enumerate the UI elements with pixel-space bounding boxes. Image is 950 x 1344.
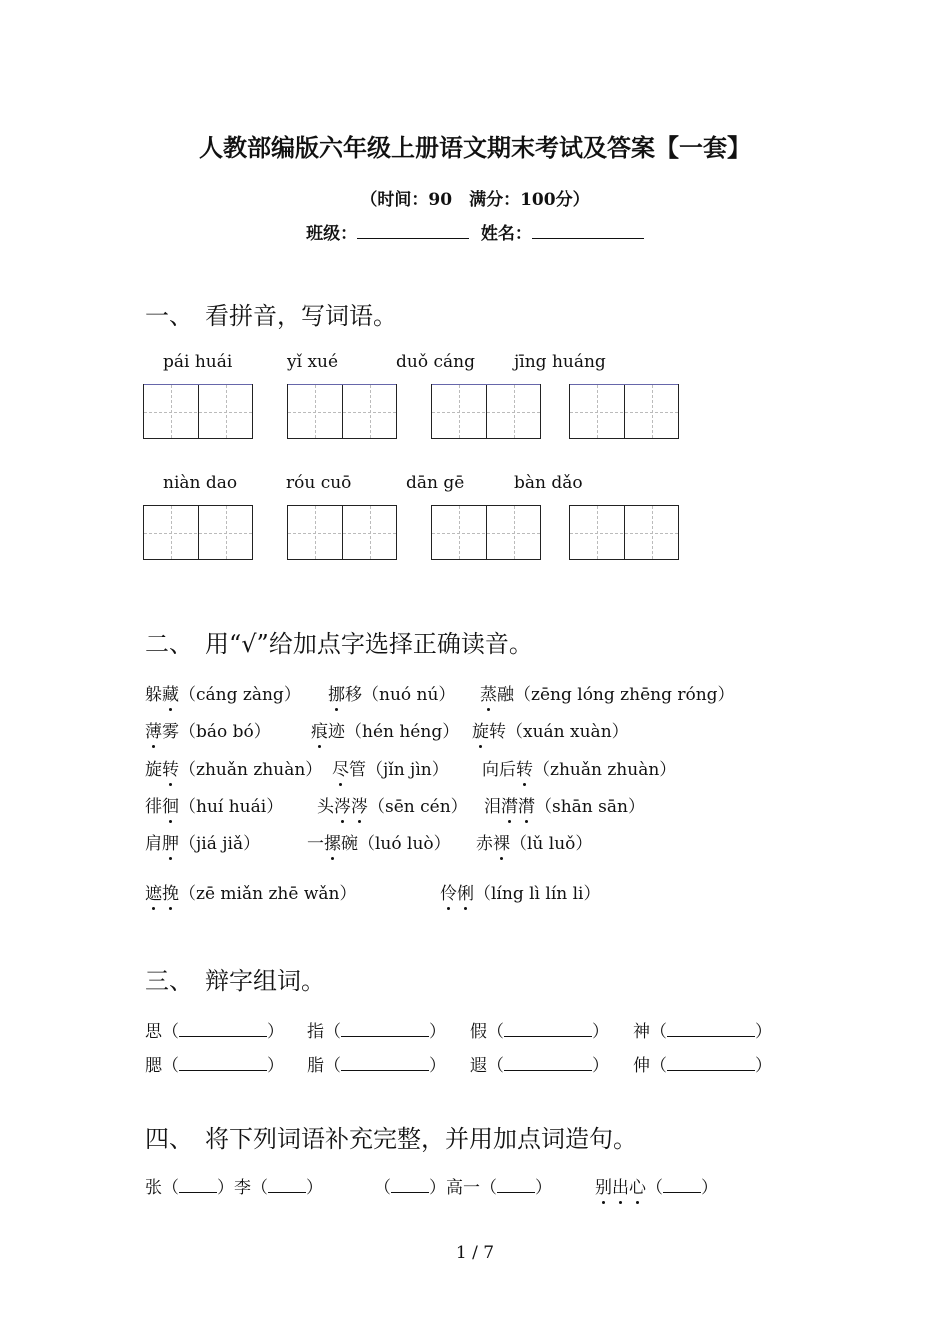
- options: 迹（hén héng）: [328, 722, 460, 742]
- section1-heading: 一、 看拼音，写词语。: [145, 302, 397, 330]
- reading-item[interactable]: [332, 755, 449, 780]
- writing-box-6[interactable]: [287, 505, 397, 560]
- dotted-char: 转: [516, 760, 533, 780]
- idiom-text: 张（: [145, 1178, 179, 1198]
- reading-item[interactable]: [145, 879, 356, 904]
- options: 转（xuán xuàn）: [489, 722, 629, 742]
- dotted-char: 痕: [311, 722, 328, 742]
- dotted-char: 转: [162, 760, 179, 780]
- name-label: 姓名：: [480, 224, 532, 244]
- reading-item[interactable]: [145, 680, 301, 705]
- idiom-fill-2[interactable]: [374, 1173, 552, 1198]
- class-blank[interactable]: [357, 222, 469, 239]
- reading-item[interactable]: [145, 717, 271, 742]
- reading-item[interactable]: [145, 792, 283, 817]
- char: 向后: [482, 760, 516, 780]
- reading-item[interactable]: [480, 680, 735, 705]
- word-char: 思: [145, 1022, 162, 1042]
- dotted-char: 挽: [162, 884, 179, 904]
- class-name-line: [0, 219, 950, 244]
- reading-item[interactable]: [311, 717, 459, 742]
- word-blank[interactable]: 脂（ ）: [307, 1056, 446, 1076]
- idiom-text: ）: [535, 1178, 552, 1198]
- reading-item[interactable]: [145, 829, 260, 854]
- char: 头: [317, 797, 334, 817]
- dotted-char: 别: [595, 1178, 612, 1198]
- char: 徘: [145, 797, 162, 817]
- dotted-char: 薄: [145, 722, 162, 742]
- options: 移（nuó nú）: [345, 685, 456, 705]
- name-blank[interactable]: [532, 222, 644, 239]
- pinyin-6: róu cuō: [286, 473, 352, 493]
- dotted-char: 心: [629, 1178, 646, 1198]
- page-title: 人教部编版六年级上册语文期末考试及答案【一套】: [199, 133, 751, 162]
- dotted-char: 潸: [501, 797, 518, 817]
- dotted-char: 蒸: [480, 685, 497, 705]
- word-blank[interactable]: 指（ ）: [307, 1022, 446, 1042]
- idiom-text: （: [374, 1178, 391, 1198]
- pinyin-4: jīng huáng: [514, 352, 606, 372]
- word-blank[interactable]: 遐（ ）: [470, 1056, 609, 1076]
- idiom-fill-3[interactable]: [595, 1173, 718, 1198]
- writing-box-1[interactable]: [143, 384, 253, 439]
- idiom-text: ）: [306, 1178, 323, 1198]
- dotted-char: 遮: [145, 884, 162, 904]
- word-blank[interactable]: 伸（ ）: [633, 1056, 772, 1076]
- pinyin-2: yǐ xué: [287, 352, 339, 372]
- dotted-char: 挪: [328, 685, 345, 705]
- word-char: 假: [470, 1022, 487, 1042]
- dotted-char: 裸: [493, 834, 510, 854]
- options: （cáng zàng）: [179, 685, 301, 705]
- writing-box-3[interactable]: [431, 384, 541, 439]
- dotted-char: 胛: [162, 834, 179, 854]
- section4-heading: 四、 将下列词语补充完整，并用加点词造句。: [145, 1125, 637, 1153]
- writing-box-4[interactable]: [569, 384, 679, 439]
- dotted-char: 旋: [472, 722, 489, 742]
- word-blank[interactable]: 假（ ）: [470, 1022, 609, 1042]
- reading-item[interactable]: [472, 717, 629, 742]
- dotted-char: 涔: [334, 797, 351, 817]
- word-char: 脂: [307, 1056, 324, 1076]
- dotted-char: 徊: [162, 797, 179, 817]
- time-score-line: （时间：90 满分：100分）: [360, 190, 590, 210]
- reading-item[interactable]: [317, 792, 468, 817]
- dotted-char: 尽: [332, 760, 349, 780]
- dotted-char: 摞: [324, 834, 341, 854]
- word-char: 遐: [470, 1056, 487, 1076]
- idiom-text: ）: [701, 1178, 718, 1198]
- reading-item[interactable]: [440, 879, 601, 904]
- reading-item[interactable]: [145, 755, 322, 780]
- options: （sēn cén）: [368, 797, 468, 817]
- options: 雾（báo bó）: [162, 722, 271, 742]
- dotted-char: 俐: [457, 884, 474, 904]
- section3-heading: 三、 辩字组词。: [145, 967, 325, 995]
- char: 泪: [484, 797, 501, 817]
- page-number: 1 / 7: [455, 1243, 495, 1263]
- char: 旋: [145, 760, 162, 780]
- word-blank[interactable]: 神（ ）: [633, 1022, 772, 1042]
- options: （shān sān）: [535, 797, 645, 817]
- idiom-fill-1[interactable]: [145, 1173, 323, 1198]
- dotted-char: 潸: [518, 797, 535, 817]
- word-blank[interactable]: 思（ ）: [145, 1022, 284, 1042]
- options: （zhuǎn zhuàn）: [533, 760, 677, 780]
- dotted-char: 藏: [162, 685, 179, 705]
- pinyin-3: duǒ cáng: [396, 352, 475, 372]
- dotted-char: 伶: [440, 884, 457, 904]
- char: 赤: [476, 834, 493, 854]
- options: （lǔ luǒ）: [510, 834, 593, 854]
- dotted-char: 出: [612, 1178, 629, 1198]
- writing-box-5[interactable]: [143, 505, 253, 560]
- writing-box-8[interactable]: [569, 505, 679, 560]
- options: （líng lì lín li）: [474, 884, 601, 904]
- dotted-char: 涔: [351, 797, 368, 817]
- char: 肩: [145, 834, 162, 854]
- options: （huí huái）: [179, 797, 284, 817]
- word-char: 腮: [145, 1056, 162, 1076]
- reading-item[interactable]: [484, 792, 645, 817]
- word-char: 神: [633, 1022, 650, 1042]
- reading-item[interactable]: [307, 829, 451, 854]
- reading-item[interactable]: [482, 755, 676, 780]
- idiom-text: ）李（: [217, 1178, 268, 1198]
- options: 融（zēng lóng zhēng róng）: [497, 685, 735, 705]
- pinyin-7: dān gē: [406, 473, 465, 493]
- reading-item[interactable]: [328, 680, 455, 705]
- word-blank[interactable]: 腮（ ）: [145, 1056, 284, 1076]
- word-char: 伸: [633, 1056, 650, 1076]
- char: 躲: [145, 685, 162, 705]
- options: 碗（luó luò）: [341, 834, 451, 854]
- reading-item[interactable]: [476, 829, 592, 854]
- idiom-text: （: [646, 1178, 663, 1198]
- options: （zē miǎn zhē wǎn）: [179, 884, 357, 904]
- writing-box-2[interactable]: [287, 384, 397, 439]
- section2-heading: 二、 用“√”给加点字选择正确读音。: [145, 630, 533, 658]
- class-label: 班级：: [306, 224, 358, 244]
- options: （jiá jiǎ）: [179, 834, 261, 854]
- options: 管（jǐn jìn）: [349, 760, 449, 780]
- pinyin-8: bàn dǎo: [514, 473, 583, 493]
- writing-box-7[interactable]: [431, 505, 541, 560]
- char: 一: [307, 834, 324, 854]
- pinyin-5: niàn dao: [163, 473, 238, 493]
- idiom-text: ）高一（: [429, 1178, 497, 1198]
- word-char: 指: [307, 1022, 324, 1042]
- options: （zhuǎn zhuàn）: [179, 760, 323, 780]
- pinyin-1: pái huái: [163, 352, 233, 372]
